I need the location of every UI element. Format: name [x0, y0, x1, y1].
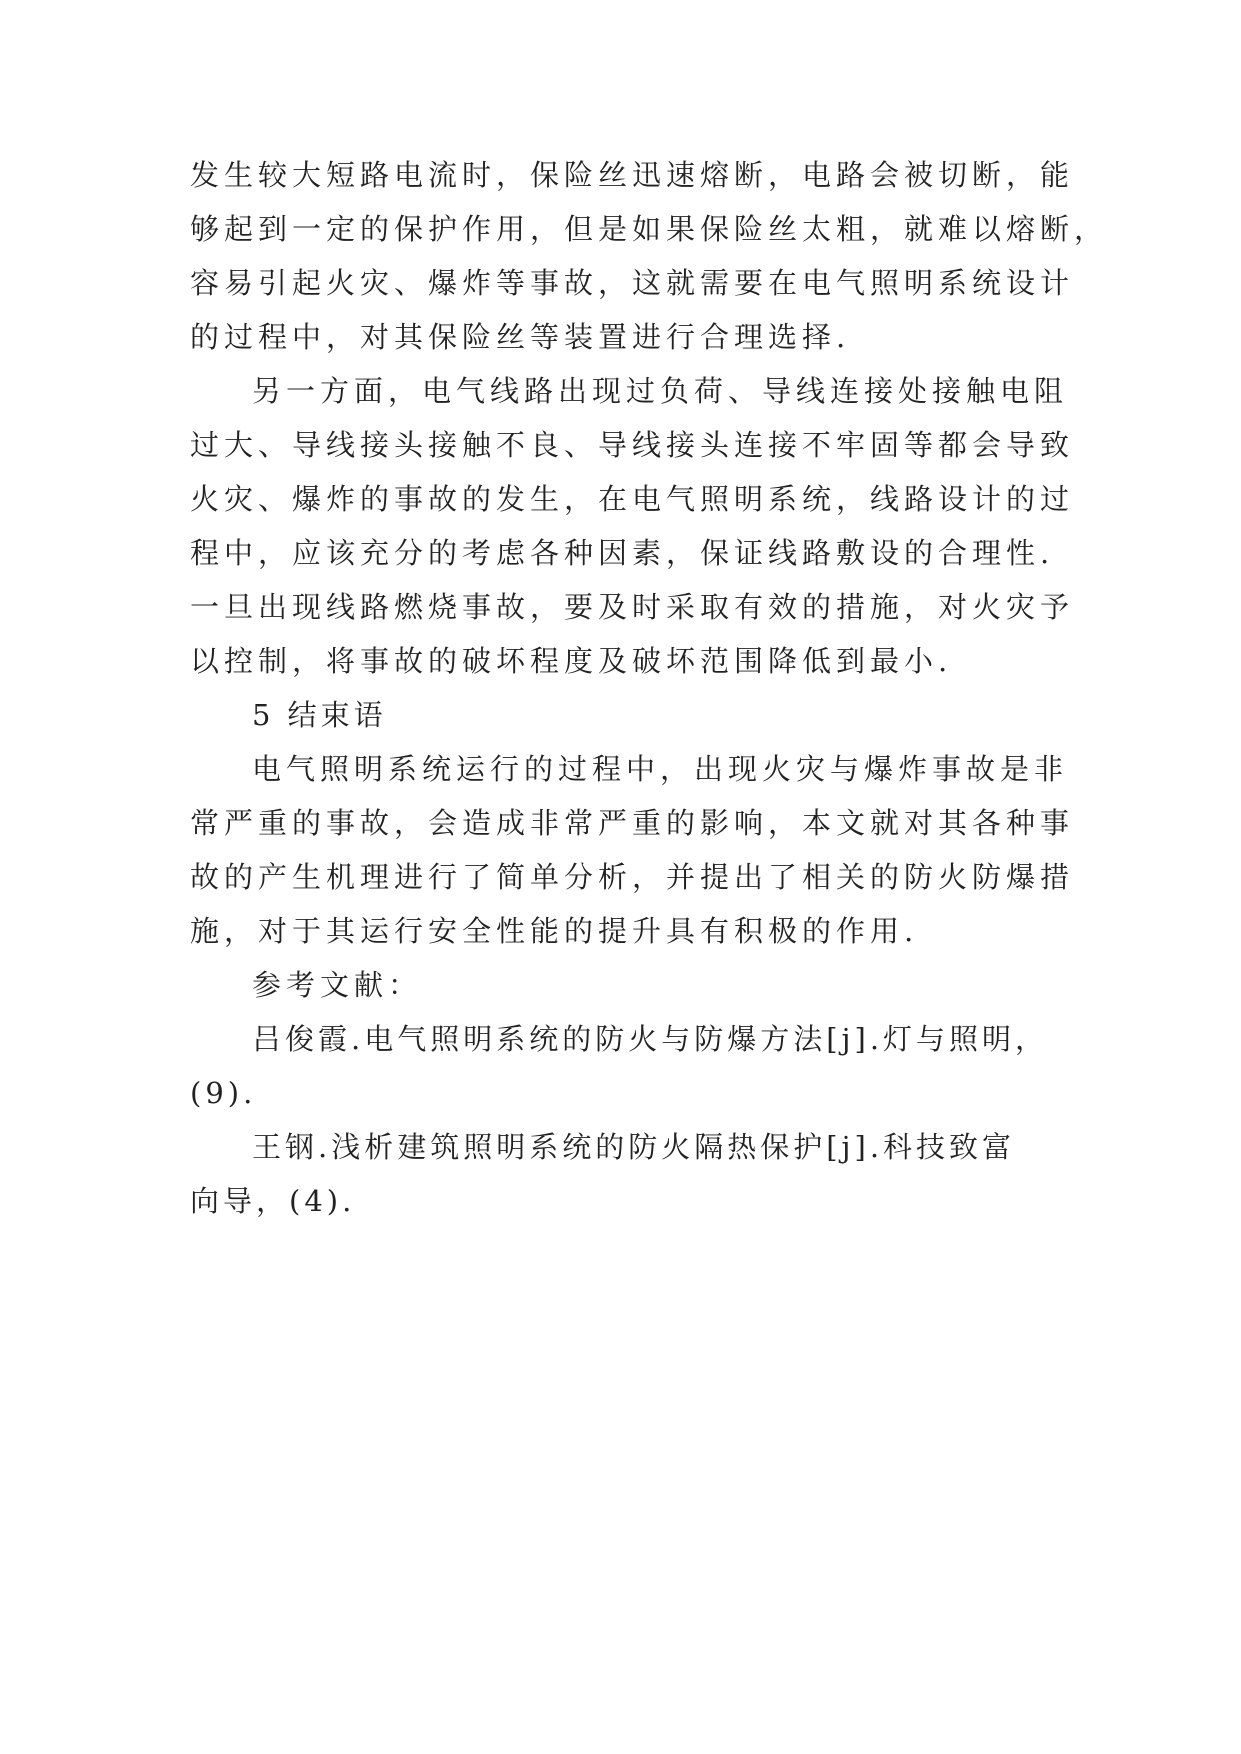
paragraph-conclusion — [190, 752, 1075, 948]
text-line: 容易引起火灾、爆炸等事故，这就需要在电气照明系统设计 — [190, 266, 1075, 300]
section-heading-conclusion: 5 结束语 — [252, 698, 387, 732]
text-line: 的过程中，对其保险丝等装置进行合理选择. — [190, 320, 851, 354]
text-line: 发生较大短路电流时，保险丝迅速熔断，电路会被切断，能 — [190, 158, 1075, 192]
text-line: 程中，应该充分的考虑各种因素，保证线路敷设的合理性. — [190, 536, 1055, 570]
reference-line: (9). — [190, 1076, 257, 1110]
text-line: 一旦出现线路燃烧事故，要及时采取有效的措施，对火灾予 — [190, 590, 1075, 624]
document-body — [190, 158, 1109, 1240]
references-heading: 参考文献： — [252, 968, 423, 1002]
text-line: 施，对于其运行安全性能的提升具有积极的作用. — [190, 914, 919, 948]
reference-line: 王钢.浅析建筑照明系统的防火隔热保护[j].科技致富 — [252, 1130, 1016, 1164]
reference-item-1 — [190, 1024, 1060, 1108]
text-line: 够起到一定的保护作用，但是如果保险丝太粗，就难以熔断， — [190, 212, 1109, 246]
reference-line: 吕俊霞.电气照明系统的防火与防爆方法[j].灯与照明， — [252, 1022, 1049, 1056]
text-line: 另一方面，电气线路出现过负荷、导线连接处接触电阻 — [252, 374, 1069, 408]
reference-line: 向导，(4). — [190, 1184, 356, 1218]
text-line: 故的产生机理进行了简单分析，并提出了相关的防火防爆措 — [190, 860, 1075, 894]
text-line: 过大、导线接头接触不良、导线接头连接不牢固等都会导致 — [190, 428, 1075, 462]
text-line: 火灾、爆炸的事故的发生，在电气照明系统，线路设计的过 — [190, 482, 1075, 516]
reference-item-2 — [190, 1132, 1060, 1216]
text-line: 常严重的事故，会造成非常严重的影响，本文就对其各种事 — [190, 806, 1075, 840]
text-line: 以控制，将事故的破坏程度及破坏范围降低到最小. — [190, 644, 953, 678]
paragraph-continued — [190, 158, 1109, 354]
paragraph-circuit-overload — [190, 374, 1075, 678]
text-line: 电气照明系统运行的过程中，出现火灾与爆炸事故是非 — [252, 752, 1069, 786]
